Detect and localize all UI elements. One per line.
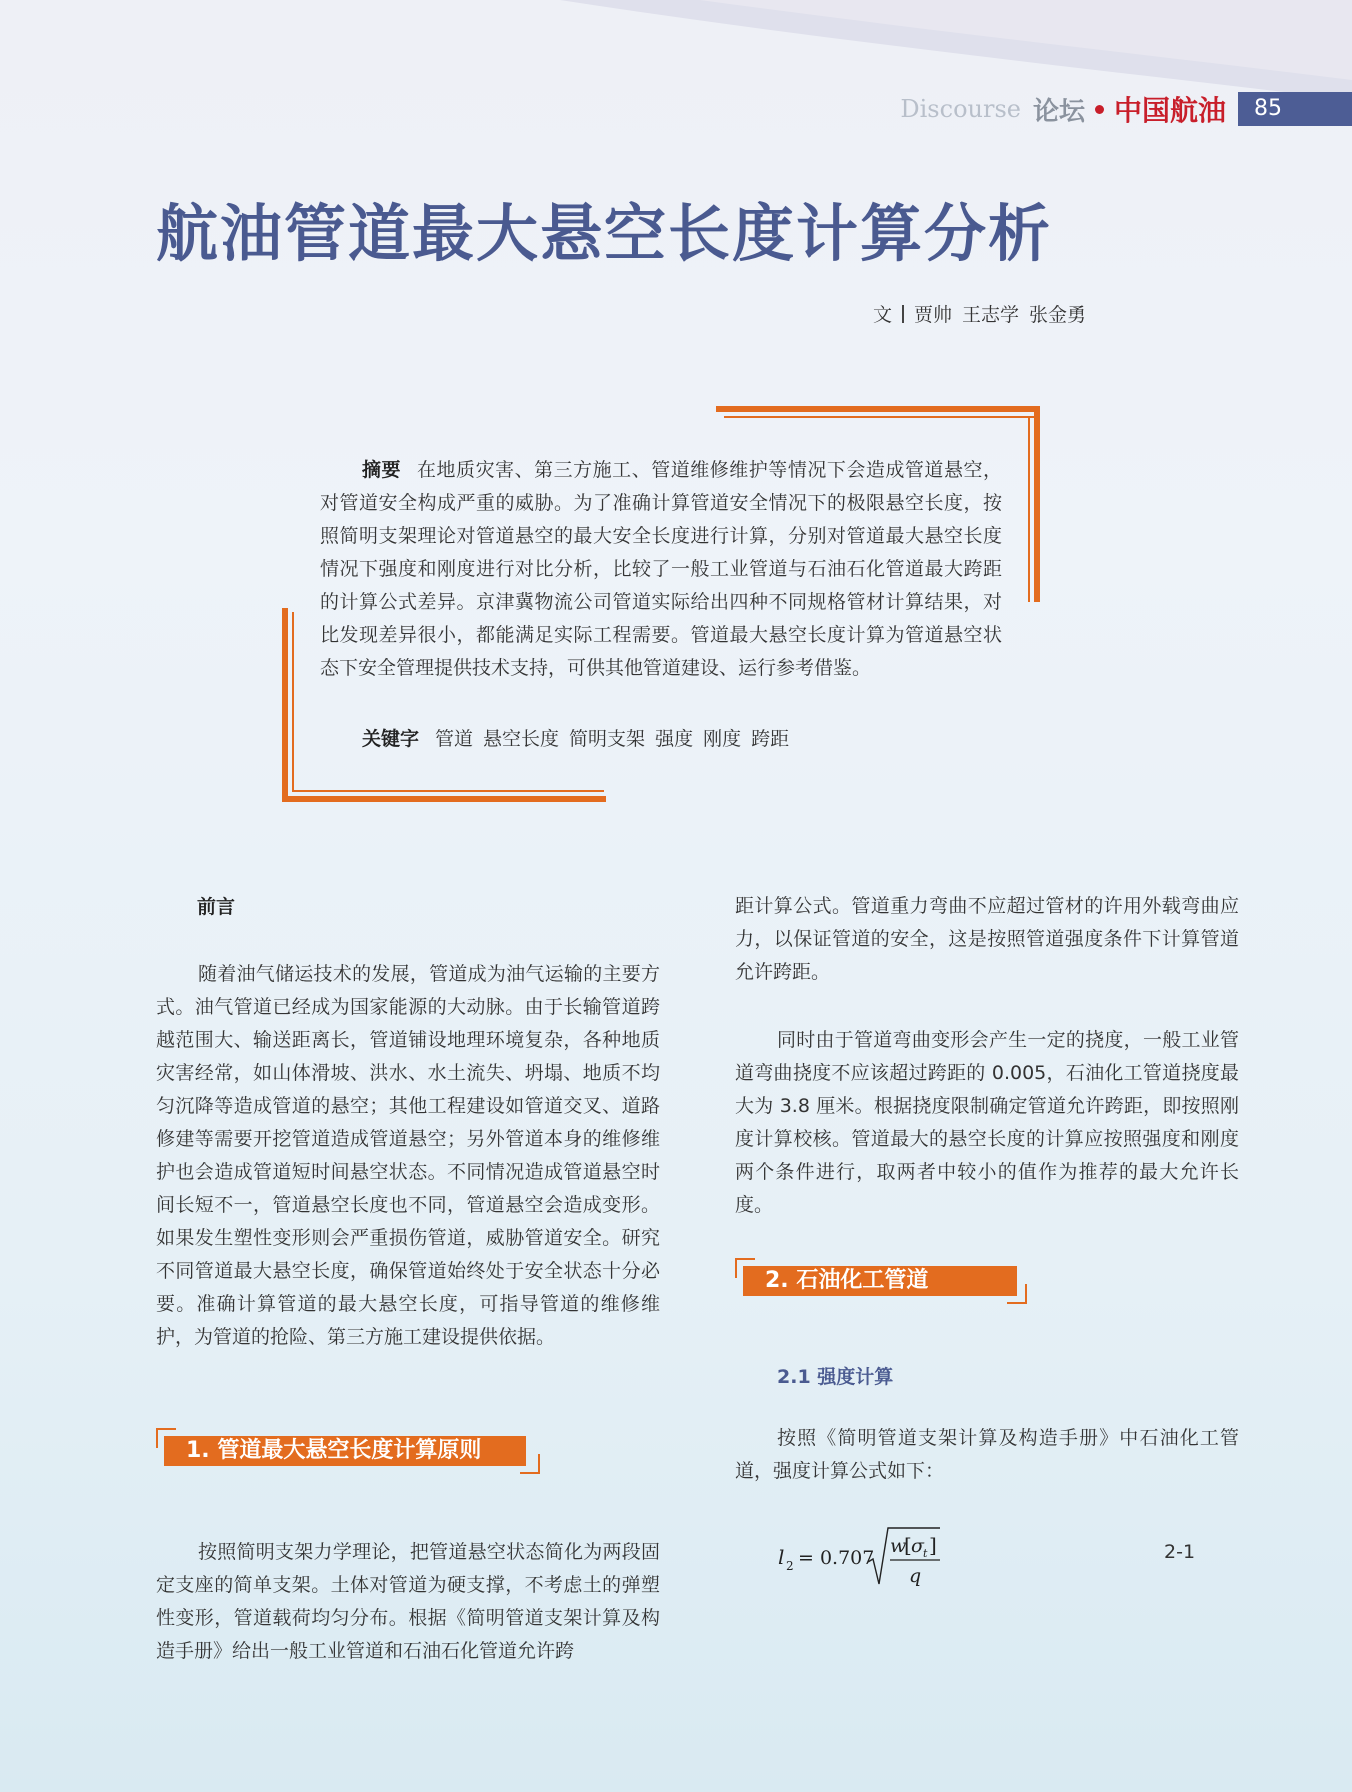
header-magazine: 中国航油 bbox=[1113, 94, 1226, 127]
formula-l-sub: 2 bbox=[786, 1559, 794, 1573]
formula-q: q bbox=[909, 1565, 922, 1587]
section1-heading bbox=[156, 1428, 540, 1474]
abstract-label: 摘要 bbox=[362, 459, 402, 481]
abstract-text: 在地质灾害、第三方施工、管道维修维护等情况下会造成管道悬空，对管道安全构成严重的威胁。为了准确计算管道安全情况下的极限悬空长度，按照简明支架理论对管道悬空的最大安全长度进行计算，分别对管道最大悬空长度情况下强度和刚度进行对比分析，比较了一般工业管道与石油石化管道最大跨距的计算公式差异。京津冀物流公司管道实际给出四种不同规格管材计算结果，对比发现差异很小，都能满足实际工程需要。管道最大悬空长度计算为管道悬空状态下安全管理提供技术支持，可供其他管道建设、运行参考借鉴。 bbox=[320, 459, 1002, 679]
formula-coef: = 0.707 bbox=[798, 1547, 875, 1569]
header-section: 论坛 bbox=[1032, 96, 1085, 127]
strength-formula bbox=[776, 1522, 946, 1592]
keywords-label: 关键字 bbox=[362, 728, 420, 750]
byline-prefix: 文 bbox=[872, 304, 892, 326]
section2-paragraph: 按照《简明管道支架计算及构造手册》中石油化工管道，强度计算公式如下： bbox=[735, 1427, 1239, 1482]
formula-l: l bbox=[778, 1545, 785, 1569]
formula-bracket-open: [ bbox=[904, 1533, 912, 1557]
formula-w: w bbox=[890, 1535, 907, 1557]
abstract-frame-bottom-thick bbox=[282, 796, 606, 802]
formula-sigma: σ bbox=[911, 1535, 924, 1557]
keyword: 强度 bbox=[655, 728, 694, 750]
section2-heading bbox=[735, 1258, 1027, 1304]
intro-paragraph: 随着油气储运技术的发展，管道成为油气运输的主要方式。油气管道已经成为国家能源的大动脉。由于长输管道跨越范围大、输送距离长，管道铺设地理环境复杂，各种地质灾害经常，如山体滑坡、洪水、水土流失、坍塌、地质不均匀沉降等造成管道的悬空；其他工程建设如管道交叉、道路修建等需要开挖管道造成管道悬空；另外管道本身的维修维护也会造成管道短时间悬空状态。不同情况造成管道悬空时间长短不一，管道悬空长度也不同，管道悬空会造成变形。如果发生塑性变形则会严重损伤管道，威胁管道安全。研究不同管道最大悬空长度，确保管道始终处于安全状态十分必要。准确计算管道的最大悬空长度，可指导管道的维修维护，为管道的抢险、第三方施工建设提供依据。 bbox=[156, 963, 660, 1348]
abstract-frame-left-thin bbox=[292, 612, 294, 792]
formula-bracket-close: ] bbox=[929, 1533, 937, 1557]
keyword: 刚度 bbox=[703, 728, 742, 750]
keywords bbox=[362, 724, 799, 751]
abstract-frame-left-thick bbox=[282, 608, 288, 802]
keyword: 管道 bbox=[435, 728, 474, 750]
page-number: 85 bbox=[1238, 92, 1352, 126]
keyword: 简明支架 bbox=[569, 728, 646, 750]
author-name: 王志学 bbox=[961, 304, 1019, 326]
abstract-frame-right-thin bbox=[1028, 416, 1030, 602]
byline-separator bbox=[902, 305, 904, 323]
header-discourse: Discourse bbox=[900, 95, 1021, 123]
equation-number: 2-1 bbox=[1164, 1541, 1196, 1563]
abstract-frame-top-thick bbox=[716, 406, 1040, 412]
section1-paragraph-continued: 距计算公式。管道重力弯曲不应超过管材的许用外载弯曲应力，以保证管道的安全，这是按照管道强度条件下计算管道允许跨距。 bbox=[735, 895, 1239, 983]
keyword: 悬空长度 bbox=[483, 728, 560, 750]
formula-sigma-sub: t bbox=[923, 1547, 928, 1560]
header-dot bbox=[1095, 105, 1104, 114]
section1-paragraph: 按照简明支架力学理论，把管道悬空状态简化为两段固定支座的简单支架。土体对管道为硬支撑，不考虑土的弹塑性变形，管道载荷均匀分布。根据《简明管道支架计算及构造手册》给出一般工业管道和石油石化管道允许跨 bbox=[156, 1541, 660, 1662]
intro-heading: 前言 bbox=[197, 896, 236, 918]
author-name: 张金勇 bbox=[1028, 304, 1086, 326]
section2-heading-text: 2. 石油化工管道 bbox=[765, 1268, 929, 1293]
keyword: 跨距 bbox=[751, 728, 790, 750]
subsection-heading: 2.1 强度计算 bbox=[777, 1366, 894, 1388]
author-name: 贾帅 bbox=[913, 304, 952, 326]
running-header bbox=[900, 92, 1352, 126]
byline bbox=[873, 300, 1086, 327]
abstract bbox=[320, 454, 1002, 685]
abstract-frame-top-thin bbox=[724, 416, 1034, 418]
article-title: 航油管道最大悬空长度计算分析 bbox=[156, 197, 1053, 270]
section1-paragraph-2: 同时由于管道弯曲变形会产生一定的挠度，一般工业管道弯曲挠度不应该超过跨距的 0.005，石油化工管道挠度最大为 3.8 厘米。根据挠度限制确定管道允许跨距，即按照刚度计算校核。管道最大的悬空长度的计算应按照强度和刚度两个条件进行，取两者中较小的值作为推荐的最大允许长度。 bbox=[735, 1029, 1239, 1216]
abstract-frame-bottom-thin bbox=[292, 790, 604, 792]
section1-heading-text: 1. 管道最大悬空长度计算原则 bbox=[186, 1438, 482, 1463]
abstract-frame-right-thick bbox=[1034, 406, 1040, 602]
